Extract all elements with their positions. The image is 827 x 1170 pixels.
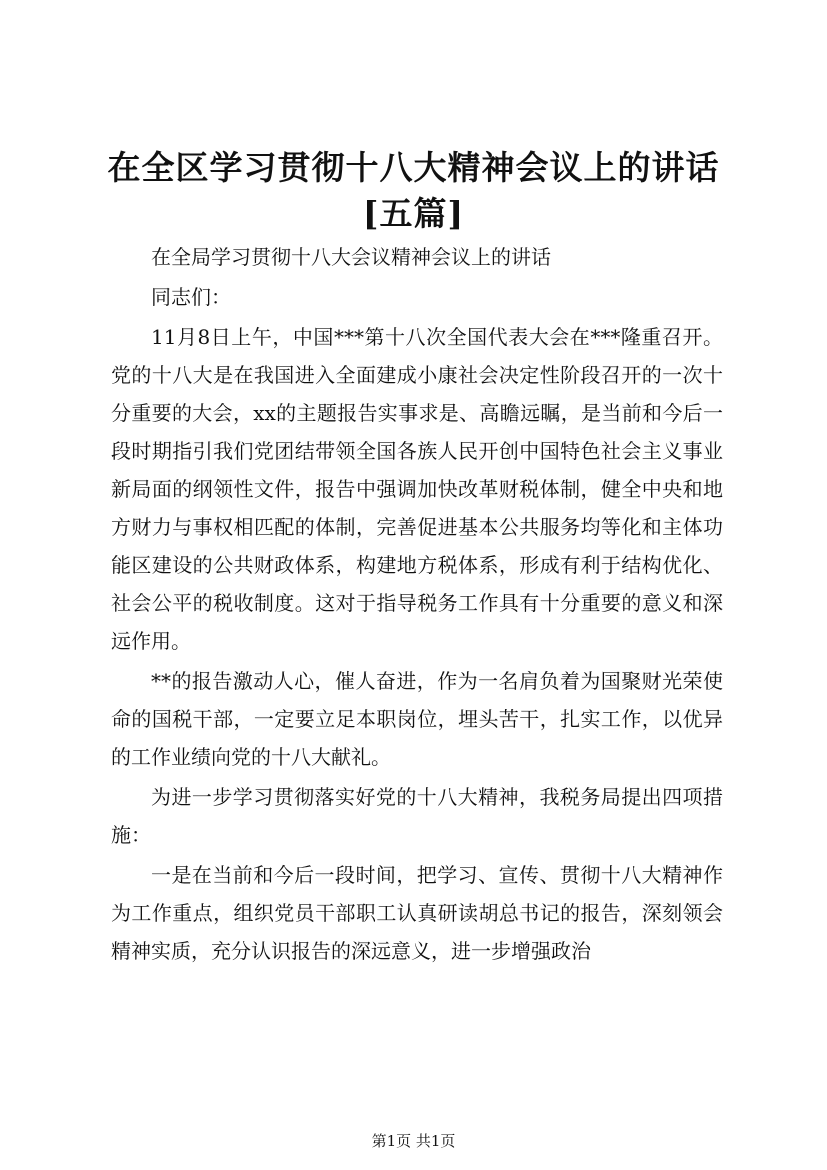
paragraph-subtitle: 在全局学习贯彻十八大会议精神会议上的讲话 bbox=[151, 245, 551, 269]
document-title: 在全区学习贯彻十八大精神会议上的讲话[五篇] bbox=[107, 148, 720, 233]
paragraph: **的报告激动人心，催人奋进，作为一名肩负着为国聚财光荣使命的国税干部，一定要立足本职岗位，埋头苦干，扎实工作，以优异的工作业绩向党的十八大献礼。 bbox=[111, 669, 723, 769]
paragraph: 11月8日上午，中国***第十八次全国代表大会在***隆重召开。党的十八大是在我国进入全面建成小康社会决定性阶段召开的一次十分重要的大会，xx的主题报告实事求是、高瞻远瞩，是当前和今后一段时期指引我们党团结带领全国各族人民开创中国特色社会主义事业新局面的纲领性文件，报告中强调加快改革财税体制，健全中央和地方财力与事权相匹配的体制，完善促进基本公共服务均等化和主体功能区建设的公共财政体系，构建地方税体系，形成有利于结构优化、社会公平的税收制度。这对于指导税务工作具有十分重要的意义和深远作用。 bbox=[111, 325, 723, 653]
paragraph-salutation: 同志们： bbox=[151, 285, 231, 309]
document-body bbox=[111, 238, 723, 972]
paragraph: 一是在当前和今后一段时间，把学习、宣传、贯彻十八大精神作为工作重点，组织党员干部职工认真研读胡总书记的报告，深刻领会精神实质，充分认识报告的深远意义，进一步增强政治 bbox=[111, 863, 723, 963]
page-footer: 第1页 共1页 bbox=[371, 1132, 456, 1150]
paragraph: 为进一步学习贯彻落实好党的十八大精神，我税务局提出四项措施： bbox=[111, 785, 723, 847]
